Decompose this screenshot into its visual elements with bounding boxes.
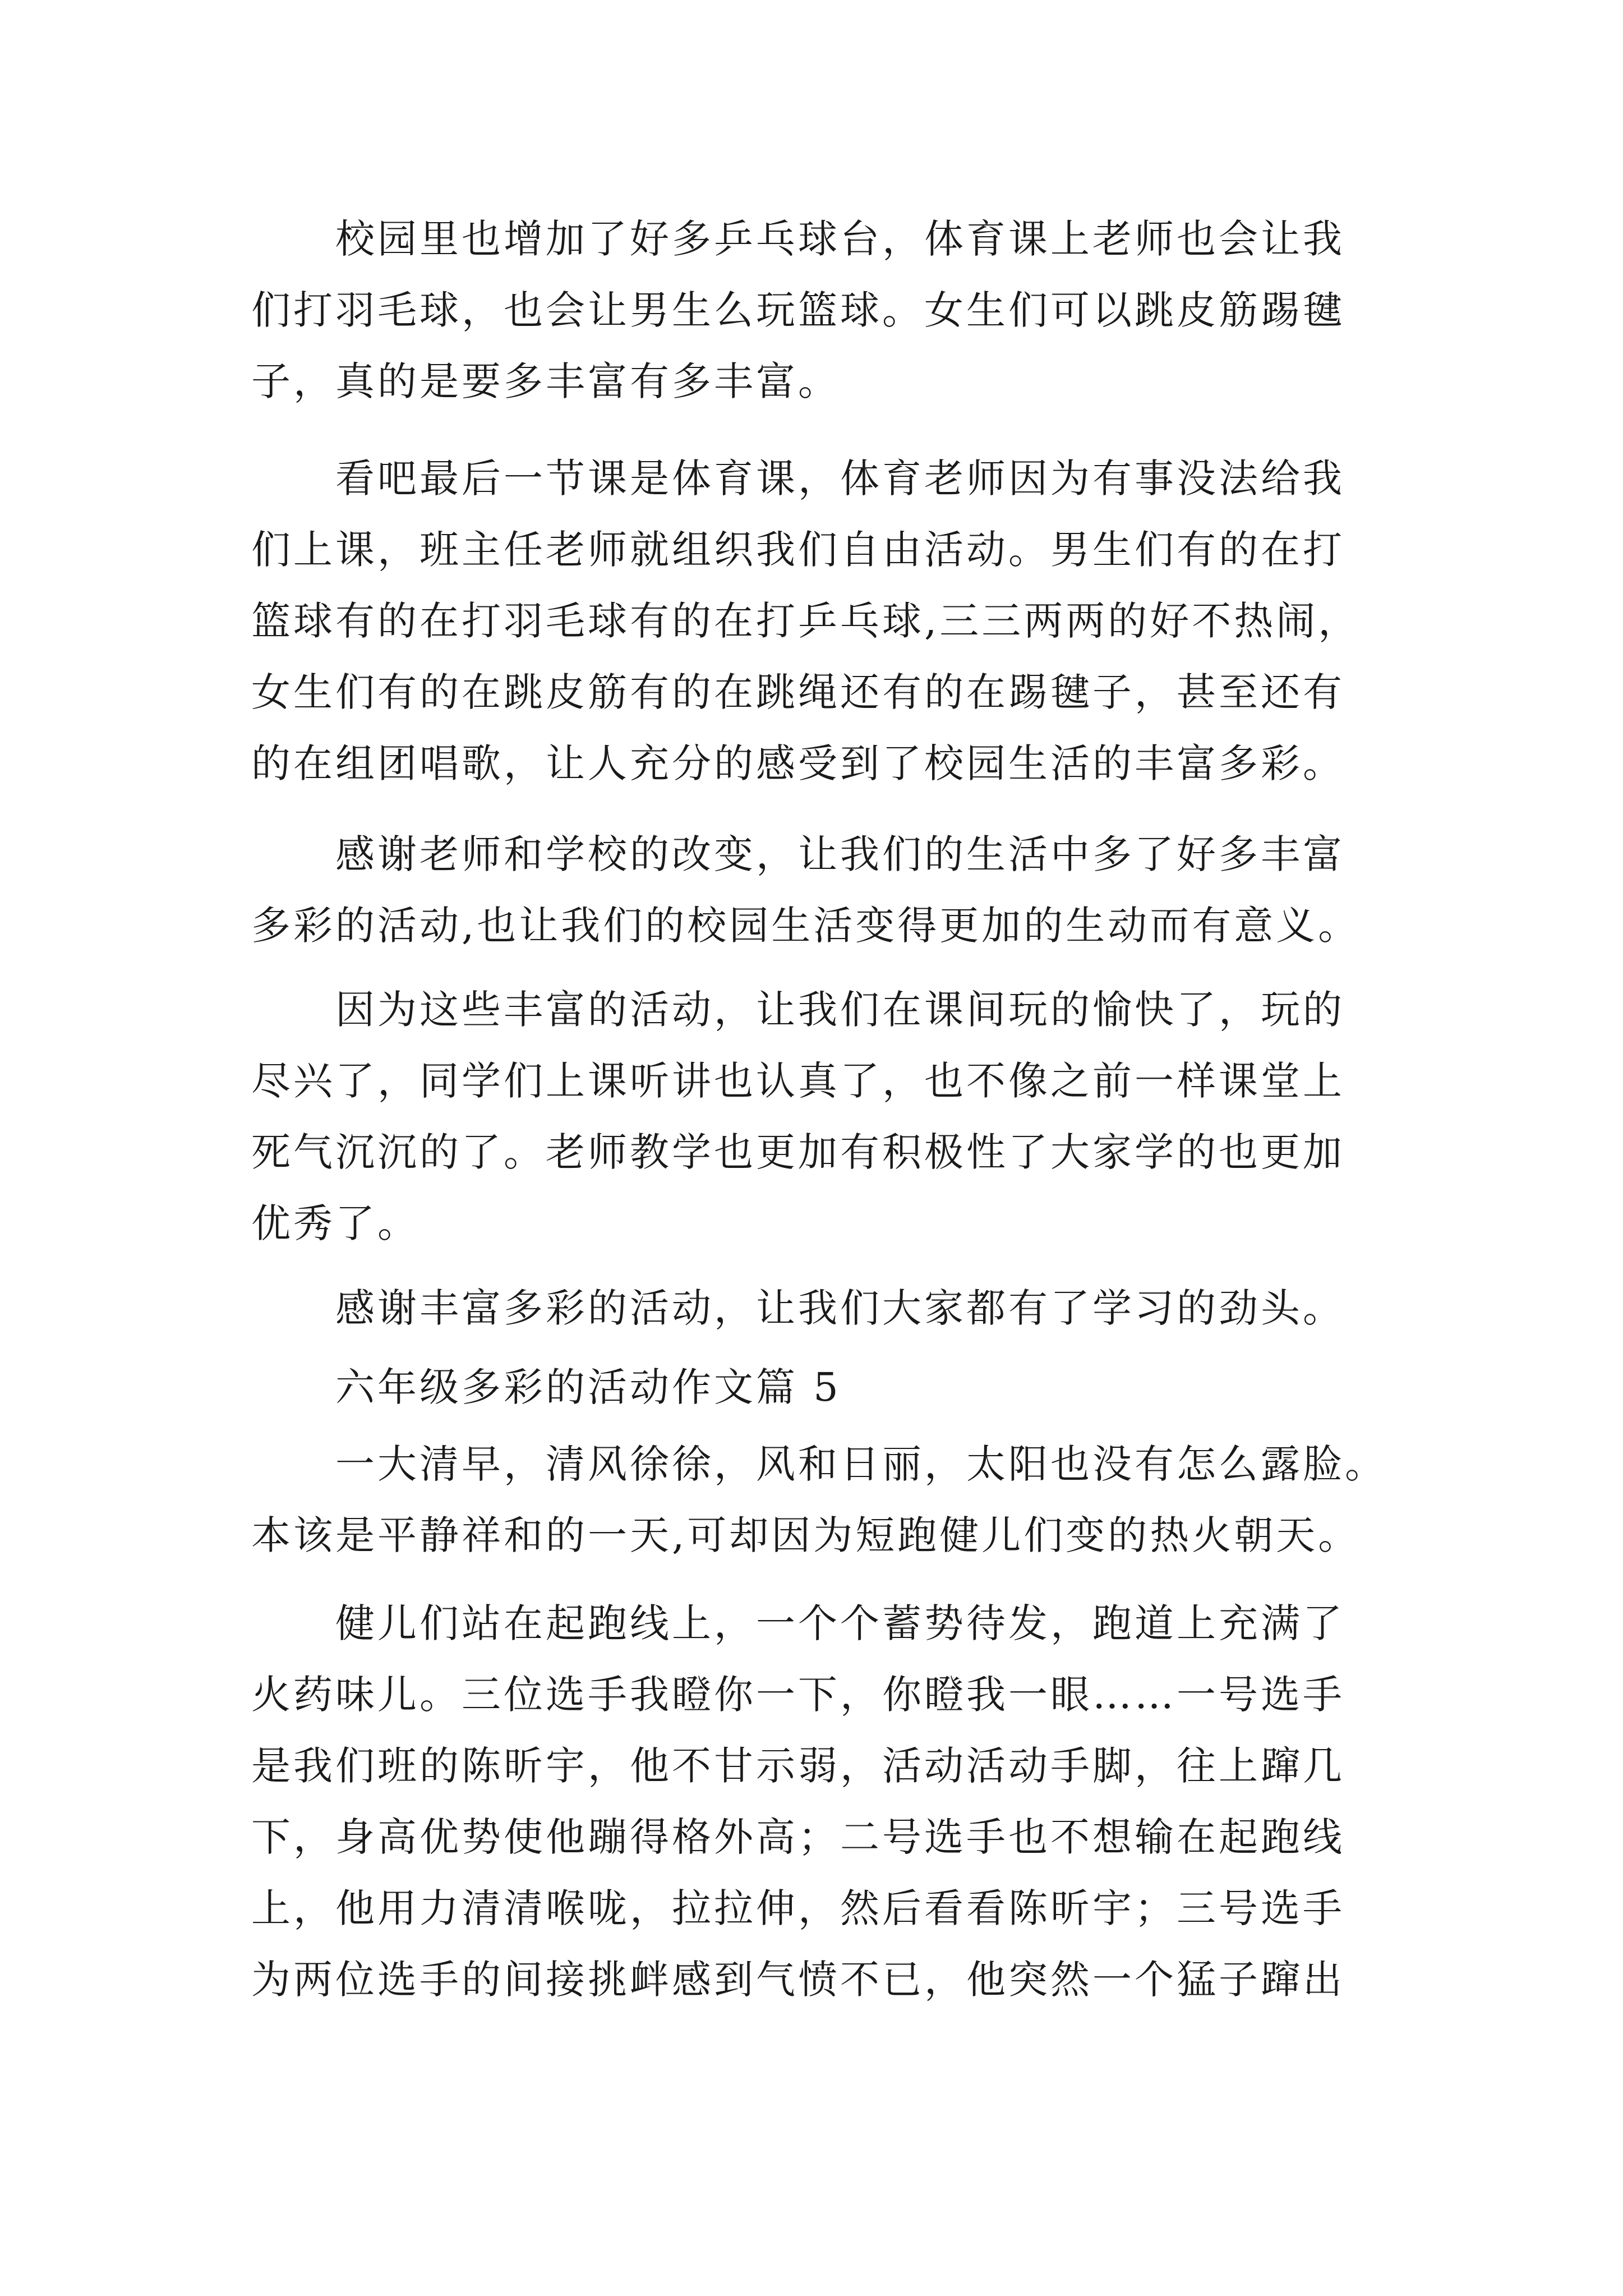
text-line: 因为这些丰富的活动，让我们在课间玩的愉快了，玩的 bbox=[335, 987, 1345, 1033]
text-line: 火药味儿。三位选手我瞪你一下，你瞪我一眼……一号选手 bbox=[251, 1672, 1345, 1718]
text-line: 一大清早，清风徐徐，风和日丽，太阳也没有怎么露脸。 bbox=[335, 1441, 1387, 1487]
text-line: 感谢丰富多彩的活动，让我们大家都有了学习的劲头。 bbox=[335, 1285, 1345, 1331]
text-line: 的在组团唱歌，让人充分的感受到了校园生活的丰富多彩。 bbox=[251, 740, 1345, 786]
section-heading: 六年级多彩的活动作文篇 5 bbox=[335, 1364, 841, 1410]
text-line: 感谢老师和学校的改变，让我们的生活中多了好多丰富 bbox=[335, 831, 1345, 877]
text-line: 们打羽毛球，也会让男生么玩篮球。女生们可以跳皮筋踢毽 bbox=[251, 287, 1345, 333]
text-line: 尽兴了，同学们上课听讲也认真了，也不像之前一样课堂上 bbox=[251, 1058, 1345, 1104]
text-line: 下，身高优势使他蹦得格外高；二号选手也不想输在起跑线 bbox=[251, 1814, 1345, 1860]
text-line: 优秀了。 bbox=[251, 1200, 419, 1246]
text-line: 为两位选手的间接挑衅感到气愤不已，他突然一个猛子蹿出 bbox=[251, 1957, 1345, 2003]
text-line: 女生们有的在跳皮筋有的在跳绳还有的在踢毽子，甚至还有 bbox=[251, 669, 1345, 715]
text-line: 死气沉沉的了。老师教学也更加有积极性了大家学的也更加 bbox=[251, 1129, 1345, 1175]
text-line: 多彩的活动,也让我们的校园生活变得更加的生动而有意义。 bbox=[251, 903, 1361, 949]
text-line: 健儿们站在起跑线上，一个个蓄势待发，跑道上充满了 bbox=[335, 1600, 1345, 1646]
text-line: 看吧最后一节课是体育课，体育老师因为有事没法给我 bbox=[335, 455, 1345, 501]
text-line: 本该是平静祥和的一天,可却因为短跑健儿们变的热火朝天。 bbox=[251, 1512, 1361, 1558]
text-line: 上，他用力清清喉咙，拉拉伸，然后看看陈昕宇；三号选手 bbox=[251, 1885, 1345, 1931]
text-line: 是我们班的陈昕宇，他不甘示弱，活动活动手脚，往上蹿几 bbox=[251, 1743, 1345, 1789]
text-line: 篮球有的在打羽毛球有的在打乒乓球,三三两两的好不热闹， bbox=[251, 598, 1361, 644]
text-line: 校园里也增加了好多乒乓球台，体育课上老师也会让我 bbox=[335, 216, 1345, 262]
text-line: 们上课，班主任老师就组织我们自由活动。男生们有的在打 bbox=[251, 527, 1345, 573]
text-line: 子，真的是要多丰富有多丰富。 bbox=[251, 358, 840, 404]
